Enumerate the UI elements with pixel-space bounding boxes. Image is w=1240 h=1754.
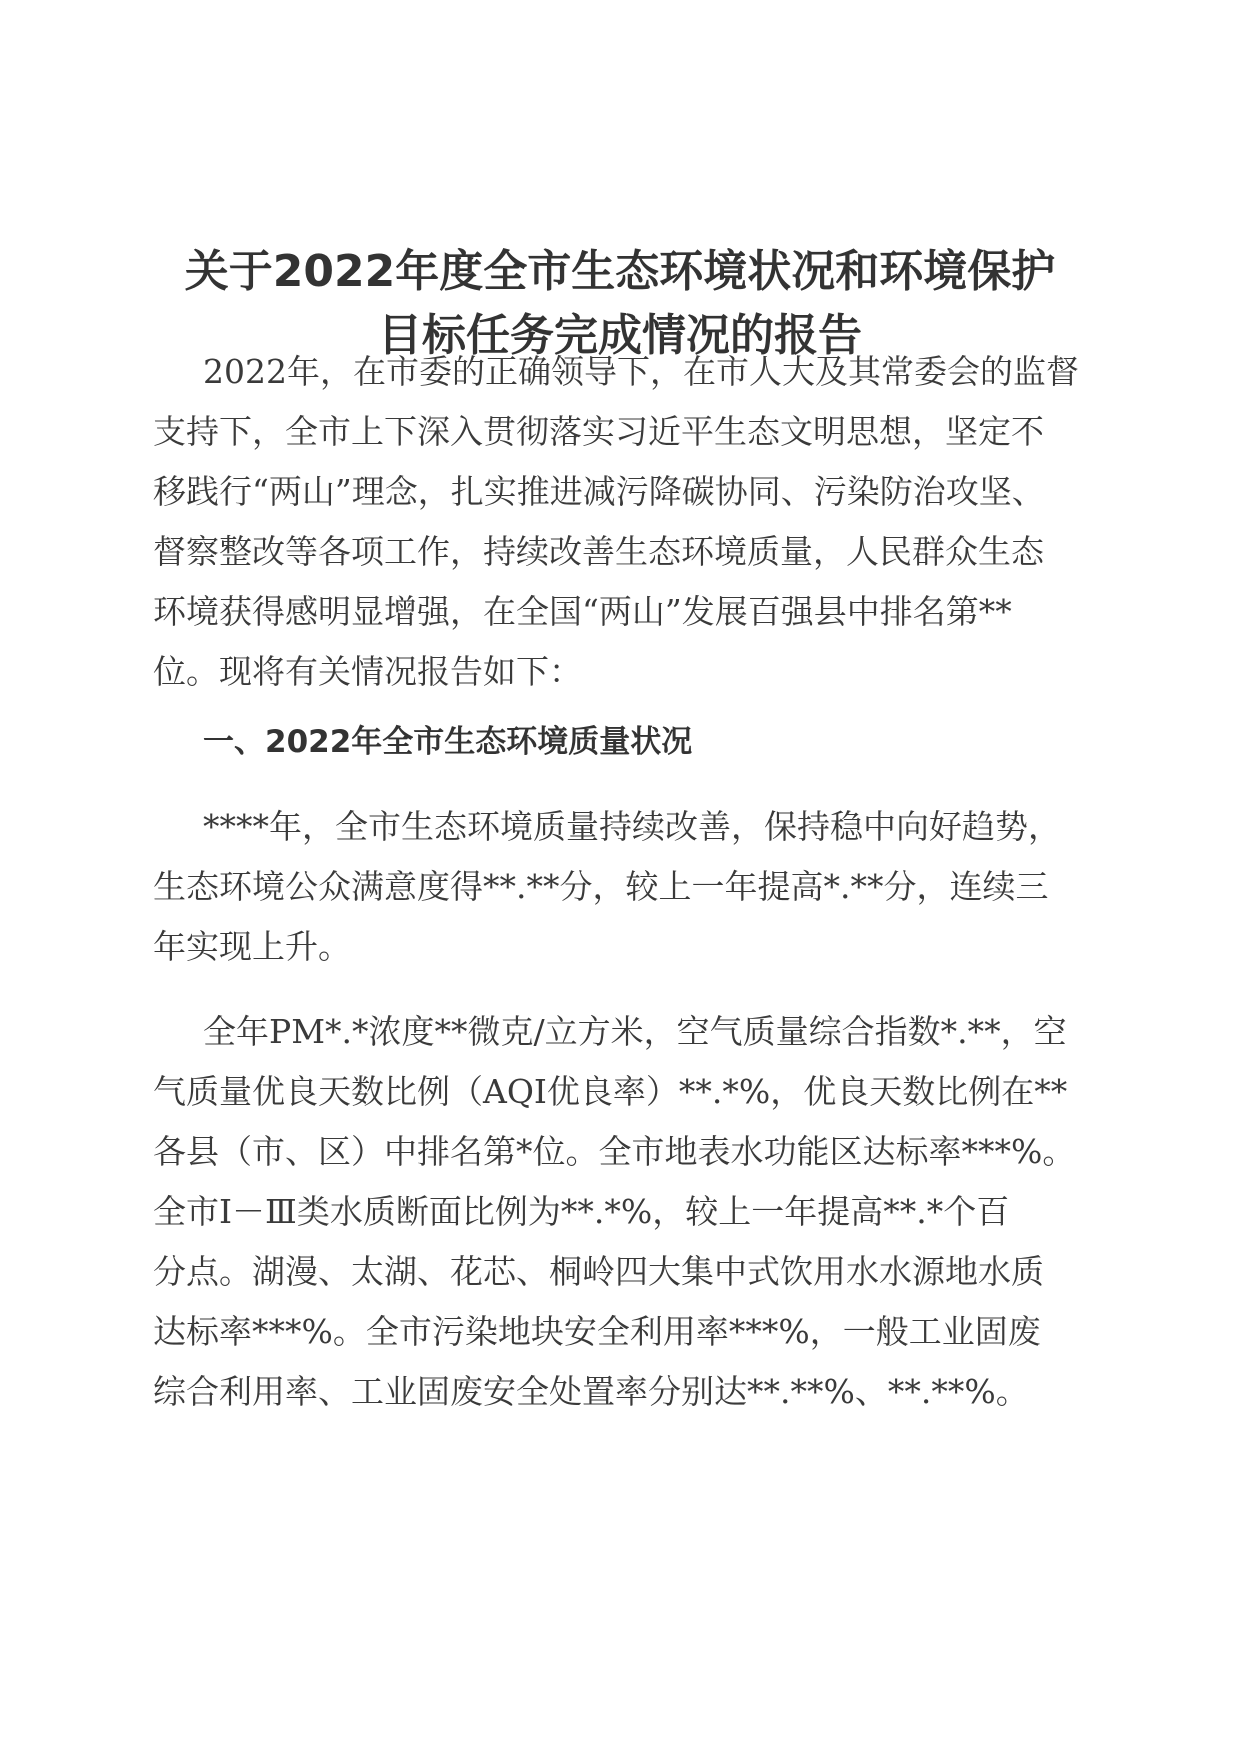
- report-title-line-2: 目标任务完成情况的报告: [378, 310, 862, 361]
- para2-line-5: 分点。湖漫、太湖、花芯、桐岭四大集中式饮用水水源地水质: [153, 1252, 1044, 1291]
- intro-line-4: 督察整改等各项工作，持续改善生态环境质量，人民群众生态: [153, 532, 1044, 571]
- intro-line-3: 移践行“两山”理念，扎实推进减污降碳协同、污染防治攻坚、: [153, 472, 1045, 511]
- section-1-heading: 一、2022年全市生态环境质量状况: [203, 724, 693, 760]
- para2-line-2: 气质量优良天数比例（AQI优良率）**.*%，优良天数比例在**: [153, 1072, 1068, 1111]
- para1-line-3: 年实现上升。: [153, 927, 351, 966]
- para2-line-3: 各县（市、区）中排名第*位。全市地表水功能区达标率***%。: [153, 1132, 1076, 1171]
- intro-line-2: 支持下，全市上下深入贯彻落实习近平生态文明思想，坚定不: [153, 412, 1044, 451]
- intro-line-1: 2022年，在市委的正确领导下，在市人大及其常委会的监督: [203, 352, 1079, 391]
- para2-line-1: 全年PM*.*浓度**微克/立方米，空气质量综合指数*.**，空: [203, 1012, 1067, 1051]
- intro-line-6: 位。现将有关情况报告如下：: [153, 652, 582, 691]
- para2-line-7: 综合利用率、工业固废安全处置率分别达**.**%、**.**%。: [153, 1372, 1029, 1411]
- para1-line-1: ****年，全市生态环境质量持续改善，保持稳中向好趋势，: [203, 807, 1061, 846]
- para2-line-4: 全市Ⅰ－Ⅲ类水质断面比例为**.*%，较上一年提高**.*个百: [153, 1192, 1010, 1231]
- para1-line-2: 生态环境公众满意度得**.**分，较上一年提高*.**分，连续三: [153, 867, 1049, 906]
- para2-line-6: 达标率***%。全市污染地块安全利用率***%，一般工业固废: [153, 1312, 1041, 1351]
- intro-line-5: 环境获得感明显增强，在全国“两山”发展百强县中排名第**: [153, 592, 1012, 631]
- report-title-line-1: 关于2022年度全市生态环境状况和环境保护: [184, 246, 1056, 297]
